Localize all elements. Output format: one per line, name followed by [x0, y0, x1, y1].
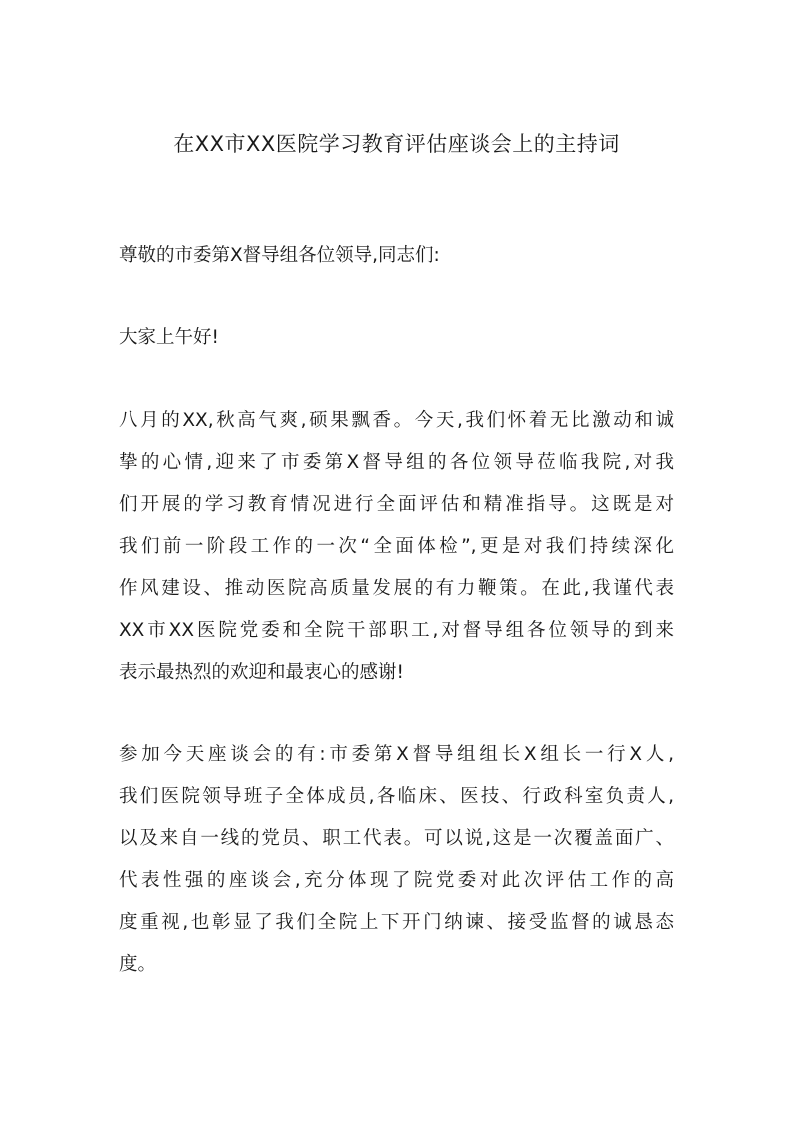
paragraph-line: 以及来自一线的党员、职工代表。可以说,这是一次覆盖面广、	[119, 828, 674, 849]
paragraph-line: 我们医院领导班子全体成员,各临床、医技、行政科室负责人,	[119, 786, 674, 807]
paragraph-line: 度重视,也彰显了我们全院上下开门纳谏、接受监督的诚恳态	[119, 912, 674, 933]
paragraph-line: 挚的心情,迎来了市委第X督导组的各位领导莅临我院,对我	[119, 452, 674, 473]
greeting: 大家上午好!	[119, 327, 219, 348]
document-title: 在XX市XX医院学习教育评估座谈会上的主持词	[173, 132, 620, 156]
paragraph-line: 参加今天座谈会的有:市委第X督导组组长X组长一行X人,	[119, 744, 674, 765]
paragraph-line: 们开展的学习教育情况进行全面评估和精准指导。这既是对	[119, 494, 674, 515]
paragraph-line: 作风建设、推动医院高质量发展的有力鞭策。在此,我谨代表	[119, 578, 674, 599]
salutation: 尊敬的市委第X督导组各位领导,同志们:	[119, 245, 440, 266]
paragraph-line: 八月的XX,秋高气爽,硕果飘香。今天,我们怀着无比激动和诚	[119, 410, 674, 431]
paragraph-line: 表示最热烈的欢迎和最衷心的感谢!	[119, 662, 404, 683]
paragraph-line: XX市XX医院党委和全院干部职工,对督导组各位领导的到来	[119, 620, 674, 641]
paragraph-line: 代表性强的座谈会,充分体现了院党委对此次评估工作的高	[119, 870, 674, 891]
paragraph-line: 度。	[119, 954, 157, 975]
paragraph-line: 我们前一阶段工作的一次“全面体检”,更是对我们持续深化	[119, 536, 674, 557]
